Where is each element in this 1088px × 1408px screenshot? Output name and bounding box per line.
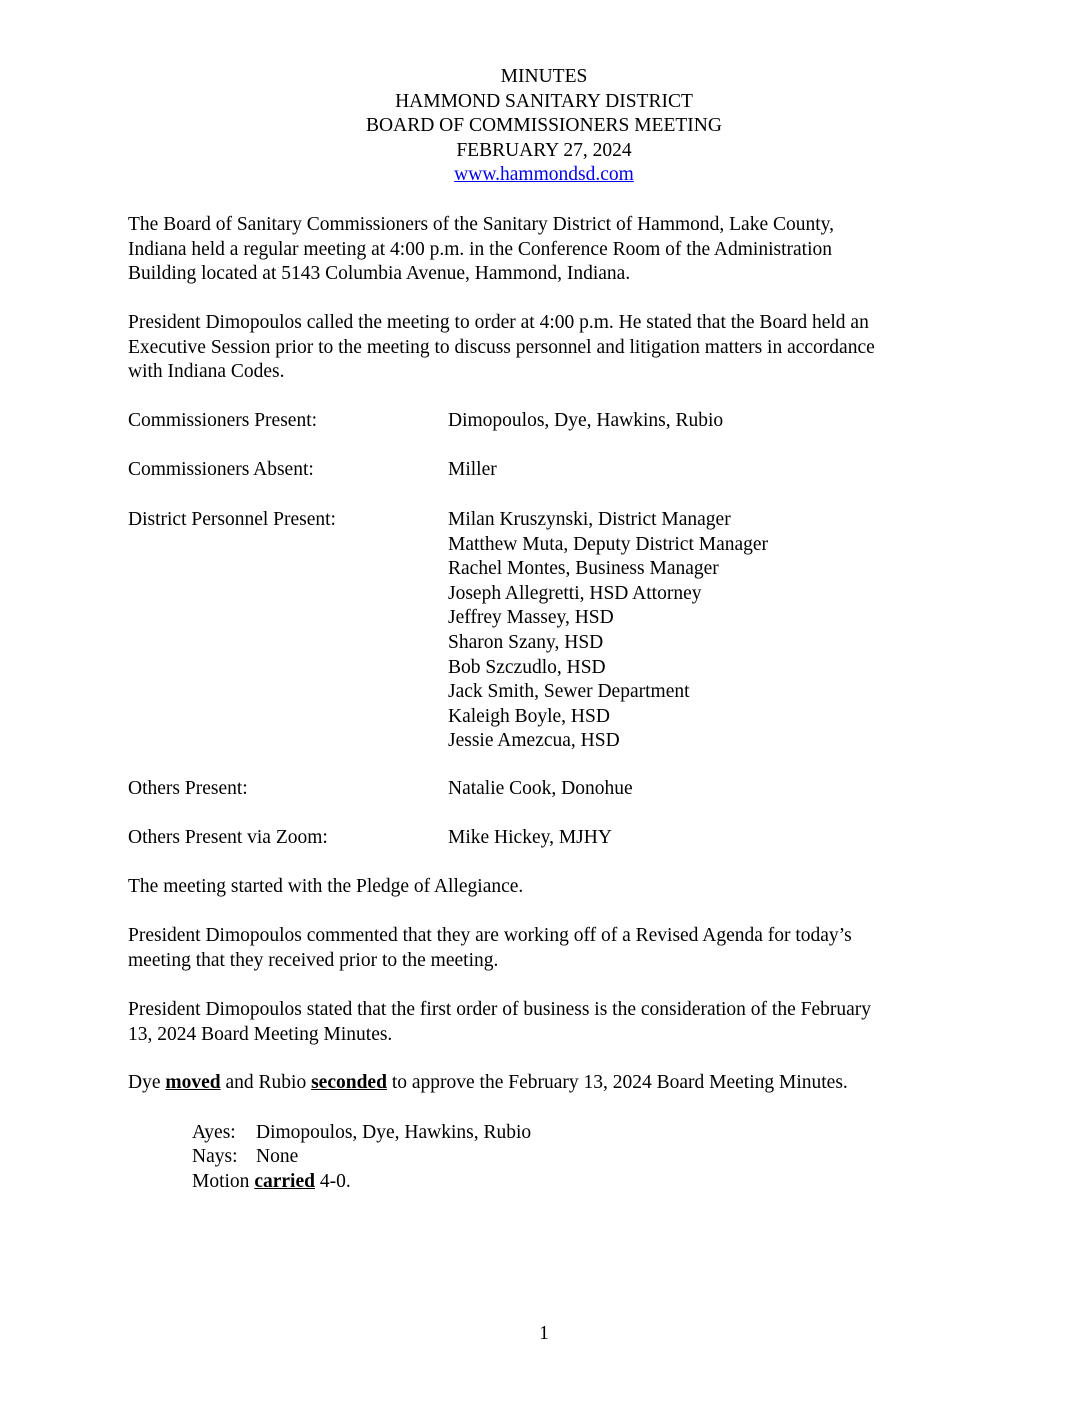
list-item: Kaleigh Boyle, HSD: [448, 705, 610, 727]
vote-ayes: [192, 1121, 531, 1146]
moved-keyword: moved: [165, 1072, 221, 1093]
others-present-value: Natalie Cook, Donohue: [448, 778, 633, 799]
motion-paragraph: Dye moved and Rubio seconded to approve the February 13, 2024 Board Meeting Minutes.: [128, 1072, 848, 1093]
first-order-paragraph: President Dimopoulos stated that the first order of business is the consideration of the February 13, 2024 Board Meeting Minutes.: [128, 999, 872, 1045]
list-item: Sharon Szany, HSD: [448, 631, 604, 653]
vote-result: Motion carried 4-0.: [192, 1171, 351, 1192]
others-present-label: Others Present:: [128, 778, 248, 799]
vote-nays: [192, 1145, 298, 1170]
commissioners-present-label: Commissioners Present:: [128, 410, 318, 431]
commissioners-present-value: Dimopoulos, Dye, Hawkins, Rubio: [448, 410, 724, 431]
carried-keyword: carried: [254, 1171, 315, 1192]
list-item: Matthew Muta, Deputy District Manager: [448, 533, 769, 555]
document-header: [0, 65, 1088, 188]
call-to-order-paragraph: President Dimopoulos called the meeting to order at 4:00 p.m. He stated that the Board held an Executive Session prior to the meeting to discuss personnel and litigation matters in accordance with Indiana Codes.: [128, 312, 875, 383]
list-item: Jessie Amezcua, HSD: [448, 730, 620, 752]
others-zoom-value: Mike Hickey, MJHY: [448, 827, 612, 848]
nays-label: Nays:: [192, 1146, 238, 1167]
list-item: Bob Szczudlo, HSD: [448, 656, 606, 678]
pledge-paragraph: The meeting started with the Pledge of Allegiance.: [128, 876, 524, 897]
header-meeting: BOARD OF COMMISSIONERS MEETING: [366, 115, 722, 137]
ayes-value: Dimopoulos, Dye, Hawkins, Rubio: [256, 1122, 532, 1143]
header-district: HAMMOND SANITARY DISTRICT: [395, 90, 693, 112]
revised-agenda-paragraph: President Dimopoulos commented that they are working off of a Revised Agenda for today’s meeting that they received prior to the meeting.: [128, 925, 852, 971]
header-date: FEBRUARY 27, 2024: [456, 139, 632, 161]
header-minutes: MINUTES: [500, 66, 588, 87]
list-item: Jack Smith, Sewer Department: [448, 681, 690, 703]
nays-value: None: [256, 1146, 299, 1167]
list-item: Rachel Montes, Business Manager: [448, 558, 719, 580]
others-zoom-label: Others Present via Zoom:: [128, 827, 328, 848]
district-personnel-list: [448, 508, 768, 754]
list-item: Milan Kruszynski, District Manager: [448, 509, 731, 530]
intro-paragraph: The Board of Sanitary Commissioners of the Sanitary District of Hammond, Lake County, Indiana held a regular meeting at 4:00 p.m. in the Conference Room of the Administration Building located at 5143 Columbia Avenue, Hammond, Indiana.: [128, 214, 835, 285]
commissioners-absent-label: Commissioners Absent:: [128, 459, 314, 480]
page-number: 1: [539, 1323, 549, 1344]
website-link[interactable]: www.hammondsd.com: [454, 164, 634, 186]
seconded-keyword: seconded: [311, 1072, 387, 1093]
ayes-label: Ayes:: [192, 1122, 236, 1143]
list-item: Jeffrey Massey, HSD: [448, 607, 614, 629]
district-personnel-label: District Personnel Present:: [128, 509, 336, 530]
list-item: Joseph Allegretti, HSD Attorney: [448, 582, 702, 604]
commissioners-absent-value: Miller: [448, 459, 497, 480]
